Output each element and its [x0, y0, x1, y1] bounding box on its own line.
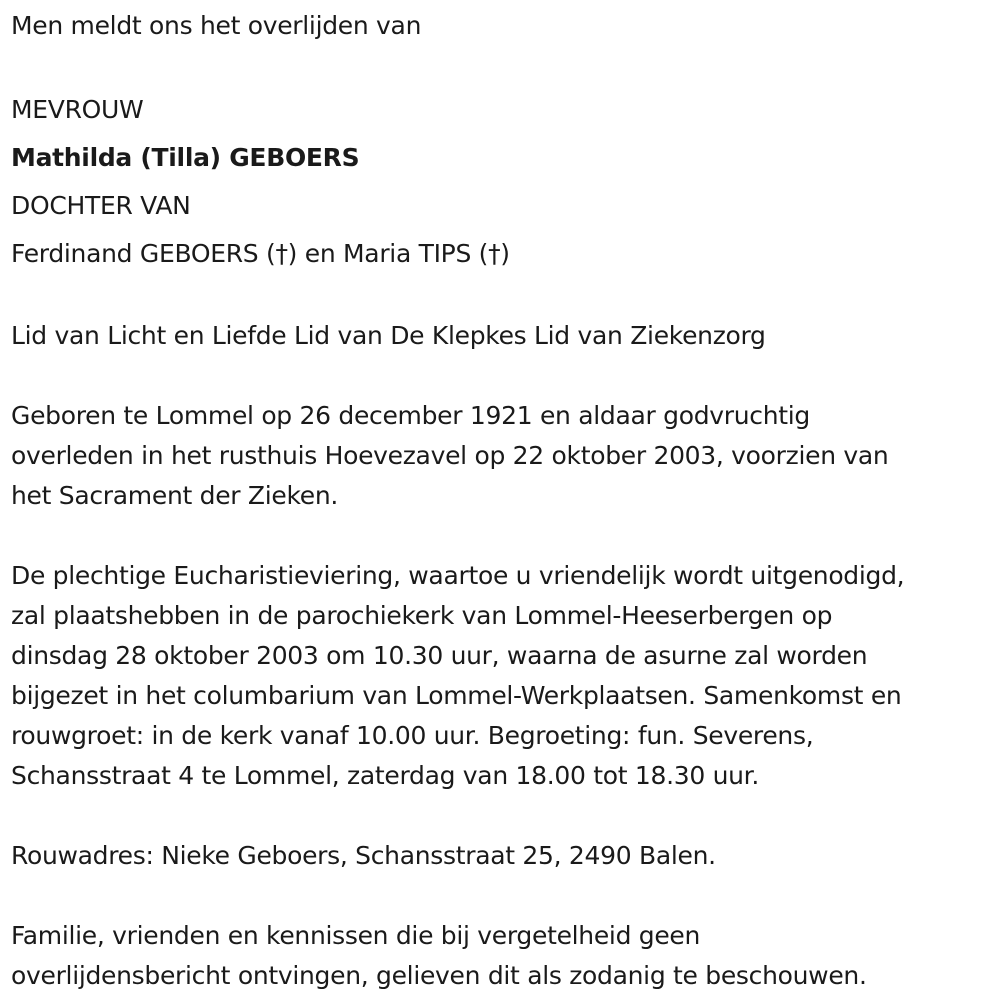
- paragraph-line: De plechtige Eucharistieviering, waartoe u vriendelijk wordt uitgenodigd,: [11, 561, 905, 590]
- paragraph-line: het Sacrament der Zieken.: [11, 481, 339, 510]
- deceased-block: [11, 86, 1000, 278]
- ceremony-paragraph: [11, 556, 1000, 796]
- paragraph-line: Familie, vrienden en kennissen die bij vergetelheid geen: [11, 921, 701, 950]
- paragraph-line: Geboren te Lommel op 26 december 1921 en aldaar godvruchtig: [11, 401, 810, 430]
- intro-text: Men meldt ons het overlijden van: [11, 11, 422, 40]
- paragraph-line: zal plaatshebben in de parochiekerk van Lommel-Heeserbergen op: [11, 601, 833, 630]
- honorific: MEVROUW: [11, 95, 144, 124]
- paragraph-line: rouwgroet: in de kerk vanaf 10.00 uur. Begroeting: fun. Severens,: [11, 721, 814, 750]
- mourning-address: Rouwadres: Nieke Geboers, Schansstraat 25, 2490 Balen.: [11, 841, 716, 870]
- paragraph-line: Schansstraat 4 te Lommel, zaterdag van 18.00 tot 18.30 uur.: [11, 761, 760, 790]
- memberships: Lid van Licht en Liefde Lid van De Klepkes Lid van Ziekenzorg: [11, 321, 766, 350]
- birth-death-paragraph: [11, 396, 1000, 516]
- closing-paragraph: [11, 916, 1000, 996]
- parents-names: Ferdinand GEBOERS (†) en Maria TIPS (†): [11, 239, 510, 268]
- paragraph-line: overleden in het rusthuis Hoevezavel op 22 oktober 2003, voorzien van: [11, 441, 889, 470]
- paragraph-line: dinsdag 28 oktober 2003 om 10.30 uur, waarna de asurne zal worden: [11, 641, 868, 670]
- deceased-name: Mathilda (Tilla) GEBOERS: [11, 143, 360, 172]
- relation-label: DOCHTER VAN: [11, 191, 191, 220]
- paragraph-line: bijgezet in het columbarium van Lommel-Werkplaatsen. Samenkomst en: [11, 681, 902, 710]
- paragraph-line: overlijdensbericht ontvingen, gelieven dit als zodanig te beschouwen.: [11, 961, 867, 990]
